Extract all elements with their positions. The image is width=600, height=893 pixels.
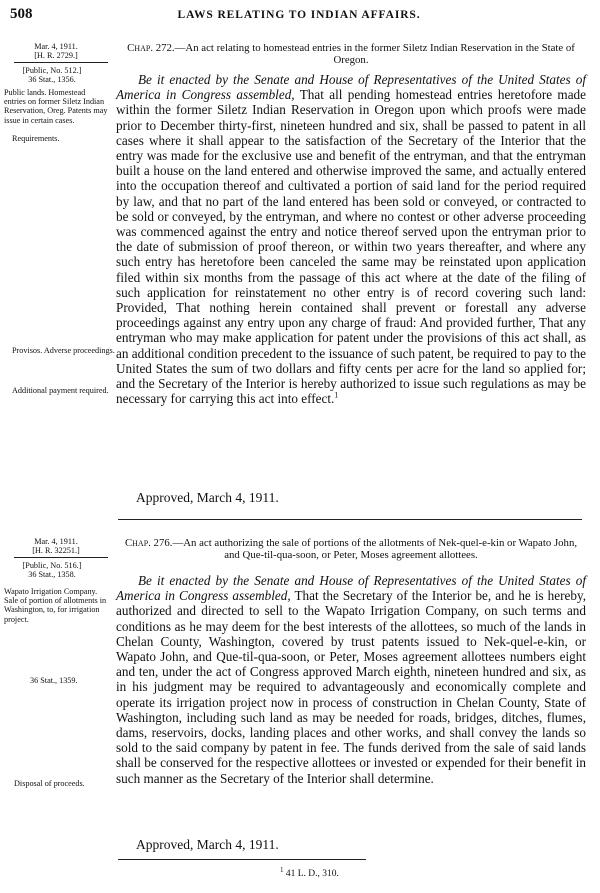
enacting-clause: Be it enacted by the Senate and House of Representatives of the United States of America in Congress assembled, — [116, 573, 586, 604]
page-header — [10, 6, 588, 26]
margin-rule — [14, 62, 108, 63]
margin-rule — [14, 557, 108, 558]
margin-disposal: Disposal of proceeds. — [14, 779, 85, 788]
act-text — [116, 72, 586, 406]
footnote-reference: 1 — [334, 390, 339, 400]
margin-provisos: Provisos. Adverse proceedings. — [12, 346, 115, 355]
chapter-title — [118, 537, 584, 561]
act-body: That the Secretary of the Interior be, and he is hereby, authorized and directed to sell to the Wapato Irrigation Company, on such terms and conditions as he may deem for the best interests of the allottees, so much of the lands in Chelan County, Washington, covered by trust patents issued to Nek-quel-e-kin, or Wapato John, and Que-til-qua-soon, or Peter, Moses agreement allottees numbers eight and ten, under the act of Congress approved March eighth, nineteen hundred and six, as in his judgment may be required to advantageously and economically complete and operate its irrigation project now in process of construction in Chelan County, State of Washington, including such land as may be needed for roads, bridges, ditches, flumes, dams, reservoirs, docks, landing places and other works, and shall convey the lands so sold to the said company by patent in fee. The funds derived from the sale of said lands shall be conserved for the respective allottees or invested or expended for their benefit in such manner as the Secretary of the Interior shall determine. — [116, 588, 586, 786]
footnote-marker: 1 — [280, 866, 284, 874]
chapter-label: Chap. 272. — [127, 42, 175, 54]
page-number: 508 — [10, 6, 33, 22]
chapter-description: —An act authorizing the sale of portions of the allotments of Nek-quel-e-kin or Wapato John, and Que-til-qua-soon, or Peter, Moses agreement allottees. — [172, 537, 578, 561]
section-divider — [118, 519, 582, 520]
footnote-divider — [118, 859, 366, 860]
running-head: LAWS RELATING TO INDIAN AFFAIRS. — [177, 9, 421, 21]
margin-requirements: Requirements. — [12, 134, 60, 143]
margin-public-law: [Public, No. 512.] — [22, 66, 82, 75]
margin-public-law: [Public, No. 516.] — [22, 561, 82, 570]
approval-line: Approved, March 4, 1911. — [136, 490, 279, 505]
footnote — [280, 866, 339, 879]
act-text — [116, 573, 586, 786]
margin-public-law-block — [4, 66, 100, 84]
margin-bill-number: [H. R. 32251.] — [32, 546, 80, 556]
margin-date: Mar. 4, 1911. — [34, 537, 78, 546]
margin-date-block — [4, 42, 108, 60]
chapter-label: Chap. 276. — [124, 537, 173, 549]
margin-date-block — [4, 537, 108, 555]
chapter-title — [118, 42, 584, 66]
enacting-clause: Be it enacted by the Senate and House of Representatives of the United States of America in Congress assembled, — [116, 72, 586, 103]
margin-statute-2: 36 Stat., 1359. — [30, 676, 78, 685]
margin-public-law-block — [4, 561, 100, 579]
approval-line: Approved, March 4, 1911. — [136, 837, 279, 852]
margin-subject: Wapato Irrigation Company. Sale of portion of allotments in Washington, to, for irrigation project. — [4, 587, 107, 624]
margin-statute: 36 Stat., 1358. — [28, 570, 76, 580]
margin-date: Mar. 4, 1911. — [34, 42, 78, 51]
margin-subject: Public lands. Homestead entries on former Siletz Indian Reservation, Oreg. Patents may issue in certain cases. — [4, 88, 108, 125]
act-body: That all pending homestead entries heretofore made within the former Siletz Indian Reservation in Oregon upon which proofs were made prior to December thirty-first, nineteen hundred and six, shall be passed to patent in all cases where it shall appear to the satisfaction of the Secretary of the Interior that the entry was made for the exclusive use and benefit of the entryman, and that the entryman built a house on the land entered and otherwise improved the same, and actually entered into the occupation thereof and cultivated a portion of said land for the period required by law, and that no part of the land entered has been sold or conveyed, or contracted to be sold or conveyed, by the entryman, and where no contest or other adverse proceeding was commenced against the entry and notice thereof served upon the entryman prior to the date of submission of proof thereon, or within two years thereafter, and where any such entry has heretofore been canceled the same may be reinstated upon application filed within six months from the passage of this act where at the date of the filing of such application for reinstatement no other entry is of record covering such land: Provided, That nothing herein contained shall prevent or forestall any adverse proceedings against any entry upon any charge of fraud: And provided further, That any entryman who may make application for patent under the provisions of this act shall, as an additional condition precedent to the issuance of such patent, be required to pay to the United States the sum of two dollars and fifty cents per acre for the land so applied for; and the Secretary of the Interior is hereby authorized to issue such regulations as may be necessary for carrying this act into effect. — [116, 87, 586, 407]
chapter-description: —An act relating to homestead entries in the former Siletz Indian Reservation in the State of Oregon. — [174, 42, 575, 66]
margin-statute: 36 Stat., 1356. — [28, 75, 76, 85]
footnote-text: 41 L. D., 310. — [285, 869, 339, 880]
margin-bill-number: [H. R. 2729.] — [34, 51, 78, 61]
margin-additional-payment: Additional payment required. — [12, 386, 109, 395]
